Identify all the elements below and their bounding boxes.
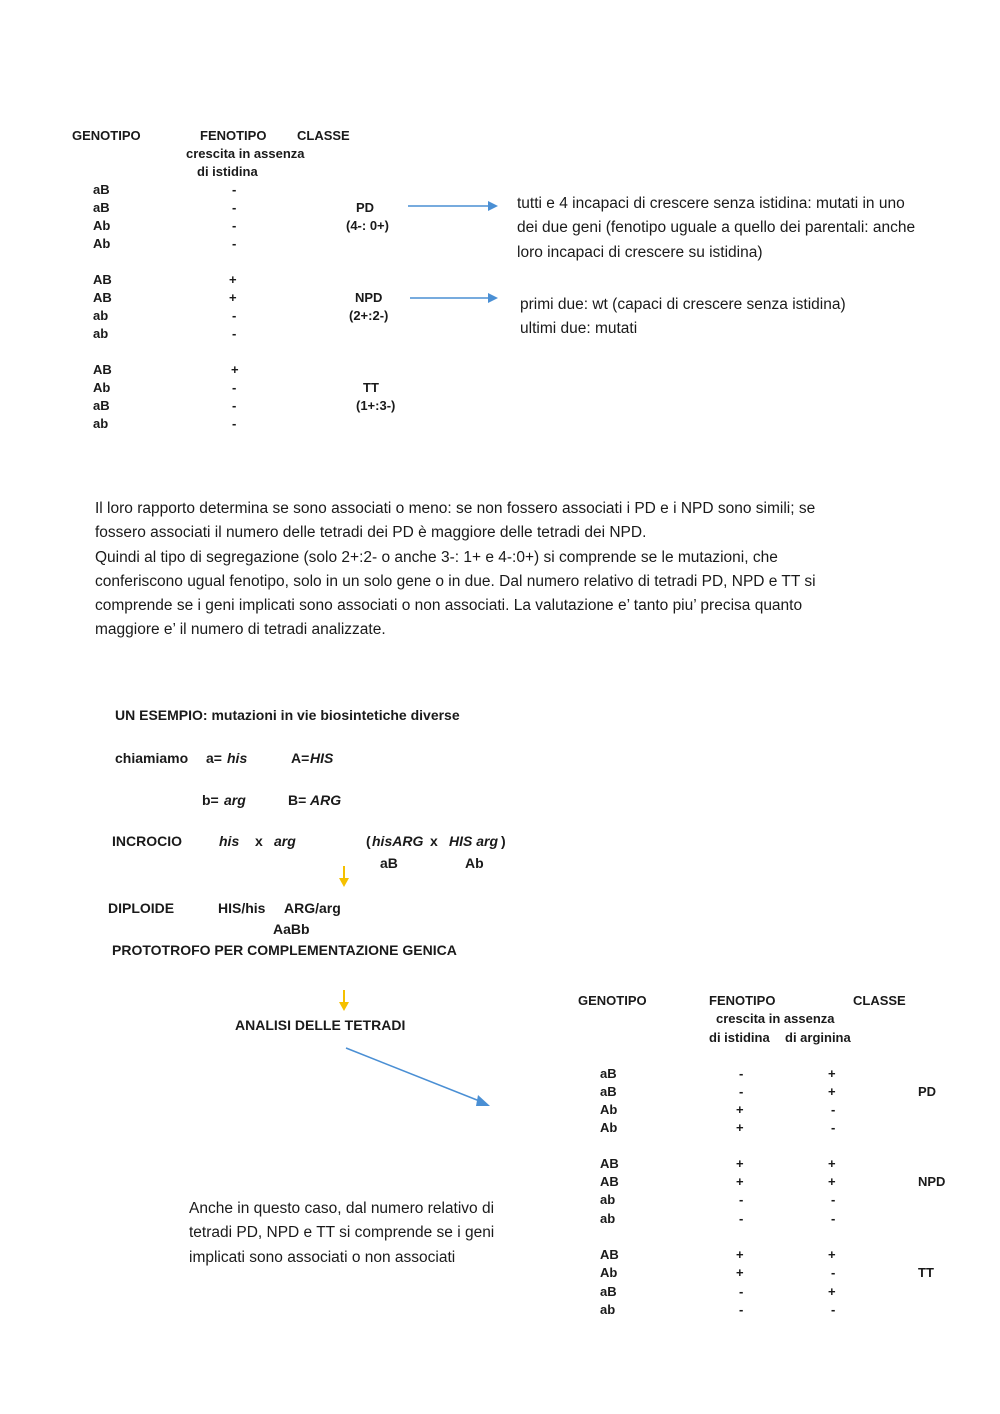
table1-class-npd: NPD: [355, 290, 383, 305]
table1-ratio-npd: (2+:2-): [349, 308, 389, 323]
arrow-right-icon: [410, 292, 510, 304]
note-line: implicati sono associati o non associati: [189, 1248, 456, 1266]
table1-class-tt: TT: [363, 380, 379, 395]
arrow-diagonal-icon: [346, 1046, 496, 1116]
paren-genotype-1: hisARG: [372, 833, 424, 849]
table2-genotype-cell: AB: [600, 1174, 619, 1189]
paragraph-line: maggiore e’ il numero di tetradi analizzate.: [95, 621, 386, 639]
call-label: chiamiamo: [115, 750, 189, 766]
table1-ratio-pd: (4-: 0+): [346, 218, 389, 233]
diploid-label: DIPLOIDE: [108, 900, 175, 916]
table2-his-cell: +: [736, 1247, 744, 1262]
table1-phenotype-cell: -: [232, 308, 237, 323]
table1-ratio-tt: (1+:3-): [356, 398, 396, 413]
table2-genotype-cell: Ab: [600, 1265, 618, 1280]
table2-arg-cell: +: [828, 1284, 836, 1299]
def-B-rhs: ARG: [310, 792, 342, 808]
tetrad-analysis-label: ANALISI DELLE TETRADI: [235, 1017, 406, 1033]
table2-arg-cell: +: [828, 1174, 836, 1189]
example-title: UN ESEMPIO: mutazioni in vie biosintetiche diverse: [115, 707, 460, 723]
table2-genotype-cell: ab: [600, 1302, 616, 1317]
cross-genotype-1: aB: [380, 855, 398, 871]
cross-x: x: [255, 833, 263, 849]
cross-his: his: [219, 833, 240, 849]
table1-genotype-cell: Ab: [93, 380, 111, 395]
table2-his-cell: +: [736, 1102, 744, 1117]
diploid-arg: ARG/arg: [284, 900, 341, 916]
note-line: Anche in questo caso, dal numero relativo di: [189, 1200, 495, 1217]
table1-genotype-cell: aB: [93, 200, 110, 215]
arrow-down-icon: [338, 866, 350, 890]
table2-header-phenotype: FENOTIPO: [709, 993, 776, 1008]
table2-arg-cell: -: [831, 1120, 836, 1135]
diploid-his: HIS/his: [218, 900, 266, 916]
table2-genotype-cell: ab: [600, 1211, 616, 1226]
table1-phenotype-cell: -: [232, 218, 237, 233]
table2-arg-cell: -: [831, 1192, 836, 1207]
table1-note-pd: [517, 192, 915, 265]
def-b-rhs: arg: [224, 792, 246, 808]
table1-genotype-cell: aB: [93, 182, 110, 197]
table1-genotype-cell: Ab: [93, 218, 111, 233]
paren-open: (: [366, 833, 371, 849]
def-a-lhs: a=: [206, 750, 222, 766]
table1-note-npd: [520, 293, 846, 342]
table2-his-cell: +: [736, 1174, 744, 1189]
note-line: primi due: wt (capaci di crescere senza istidina): [520, 296, 846, 313]
table2-arg-cell: +: [828, 1084, 836, 1099]
table1-genotype-cell: ab: [93, 326, 109, 341]
cross-genotype-2: Ab: [465, 855, 484, 871]
table2-class-tt: TT: [918, 1265, 934, 1280]
table2-genotype-cell: AB: [600, 1156, 619, 1171]
table2-his-cell: -: [739, 1284, 744, 1299]
table2-arg-cell: +: [828, 1247, 836, 1262]
table1-genotype-cell: aB: [93, 398, 110, 413]
explanation-paragraph: [95, 497, 816, 643]
table2-arg-cell: -: [831, 1102, 836, 1117]
table2-header-phenotype-sub: crescita in assenza: [716, 1011, 835, 1026]
table2-genotype-cell: aB: [600, 1066, 617, 1081]
table2-his-cell: +: [736, 1156, 744, 1171]
arrow-right-icon: [408, 200, 508, 212]
table1-phenotype-cell: +: [231, 362, 239, 377]
def-A-lhs: A=: [291, 750, 310, 766]
table1-phenotype-cell: -: [232, 416, 237, 431]
table2-header-genotype: GENOTIPO: [578, 993, 647, 1008]
table2-his-cell: +: [736, 1265, 744, 1280]
table1-genotype-cell: Ab: [93, 236, 111, 251]
note-line: ultimi due: mutati: [520, 320, 638, 338]
table1-genotype-cell: ab: [93, 416, 109, 431]
table2-arg-cell: -: [831, 1211, 836, 1226]
table1-phenotype-cell: +: [229, 290, 237, 305]
table1-header-phenotype-sub1: crescita in assenza: [186, 146, 305, 161]
table1-header-class: CLASSE: [297, 128, 350, 143]
note-line: tetradi PD, NPD e TT si comprende se i geni: [189, 1224, 495, 1242]
paren-close: ): [501, 833, 506, 849]
table2-arg-cell: +: [828, 1066, 836, 1081]
paragraph-line: Quindi al tipo di segregazione (solo 2+:2- o anche 3-: 1+ e 4-:0+) si comprende se le mutazioni, che: [95, 548, 778, 566]
table2-his-cell: -: [739, 1084, 744, 1099]
table1-header-phenotype-sub2: di istidina: [197, 164, 258, 179]
note-line: tutti e 4 incapaci di crescere senza istidina: mutati in uno: [517, 195, 905, 212]
example-note: [189, 1197, 494, 1270]
table2-class-npd: NPD: [918, 1174, 946, 1189]
paren-x: x: [430, 833, 438, 849]
diploid-genotype: AaBb: [273, 921, 310, 937]
table2-his-cell: -: [739, 1066, 744, 1081]
table1-header-phenotype: FENOTIPO: [200, 128, 267, 143]
table2-arg-cell: -: [831, 1302, 836, 1317]
table1-genotype-cell: AB: [93, 272, 112, 287]
table2-genotype-cell: Ab: [600, 1102, 618, 1117]
table1-header-genotype: GENOTIPO: [72, 128, 141, 143]
table2-genotype-cell: aB: [600, 1084, 617, 1099]
paragraph-line: fossero associati il numero delle tetradi dei PD è maggiore delle tetradi dei NPD.: [95, 524, 647, 542]
note-line: loro incapaci di crescere su istidina): [517, 243, 763, 261]
table1-genotype-cell: AB: [93, 290, 112, 305]
table1-phenotype-cell: -: [232, 236, 237, 251]
paragraph-line: conferiscono ugual fenotipo, solo in un solo gene o in due. Dal numero relativo di tetradi PD, NPD e TT si: [95, 572, 816, 590]
paren-genotype-2: HIS arg: [449, 833, 499, 849]
table2-arg-cell: -: [831, 1265, 836, 1280]
table2-genotype-cell: ab: [600, 1192, 616, 1207]
table2-his-cell: -: [739, 1192, 744, 1207]
table2-his-cell: -: [739, 1302, 744, 1317]
table1-phenotype-cell: -: [232, 398, 237, 413]
def-b-lhs: b=: [202, 792, 219, 808]
table2-genotype-cell: aB: [600, 1284, 617, 1299]
def-A-rhs: HIS: [310, 750, 334, 766]
table1-genotype-cell: AB: [93, 362, 112, 377]
table2-genotype-cell: Ab: [600, 1120, 618, 1135]
table2-his-cell: +: [736, 1120, 744, 1135]
table1-phenotype-cell: -: [232, 326, 237, 341]
table2-class-pd: PD: [918, 1084, 937, 1099]
paragraph-line: Il loro rapporto determina se sono associati o meno: se non fossero associati i PD e i NPD sono simili; se: [95, 500, 816, 517]
table1-genotype-cell: ab: [93, 308, 109, 323]
table1-phenotype-cell: -: [232, 200, 237, 215]
table2-genotype-cell: AB: [600, 1247, 619, 1262]
def-B-lhs: B=: [288, 792, 307, 808]
arrow-down-icon: [338, 990, 350, 1014]
table1-phenotype-cell: -: [232, 380, 237, 395]
note-line: dei due geni (fenotipo uguale a quello dei parentali: anche: [517, 219, 916, 237]
table1-phenotype-cell: -: [232, 182, 237, 197]
table1-phenotype-cell: +: [229, 272, 237, 287]
table2-header-class: CLASSE: [853, 993, 906, 1008]
table2-header-arg: di arginina: [785, 1030, 851, 1045]
table2-header-his: di istidina: [709, 1030, 770, 1045]
prototroph-label: PROTOTROFO PER COMPLEMENTAZIONE GENICA: [112, 942, 457, 958]
cross-arg: arg: [274, 833, 296, 849]
table2-arg-cell: +: [828, 1156, 836, 1171]
table1-class-pd: PD: [356, 200, 375, 215]
paragraph-line: comprende se i geni implicati sono associati o non associati. La valutazione e’ tanto piu’ precisa quanto: [95, 597, 803, 615]
cross-label: INCROCIO: [112, 833, 182, 849]
def-a-rhs: his: [227, 750, 248, 766]
table2-his-cell: -: [739, 1211, 744, 1226]
